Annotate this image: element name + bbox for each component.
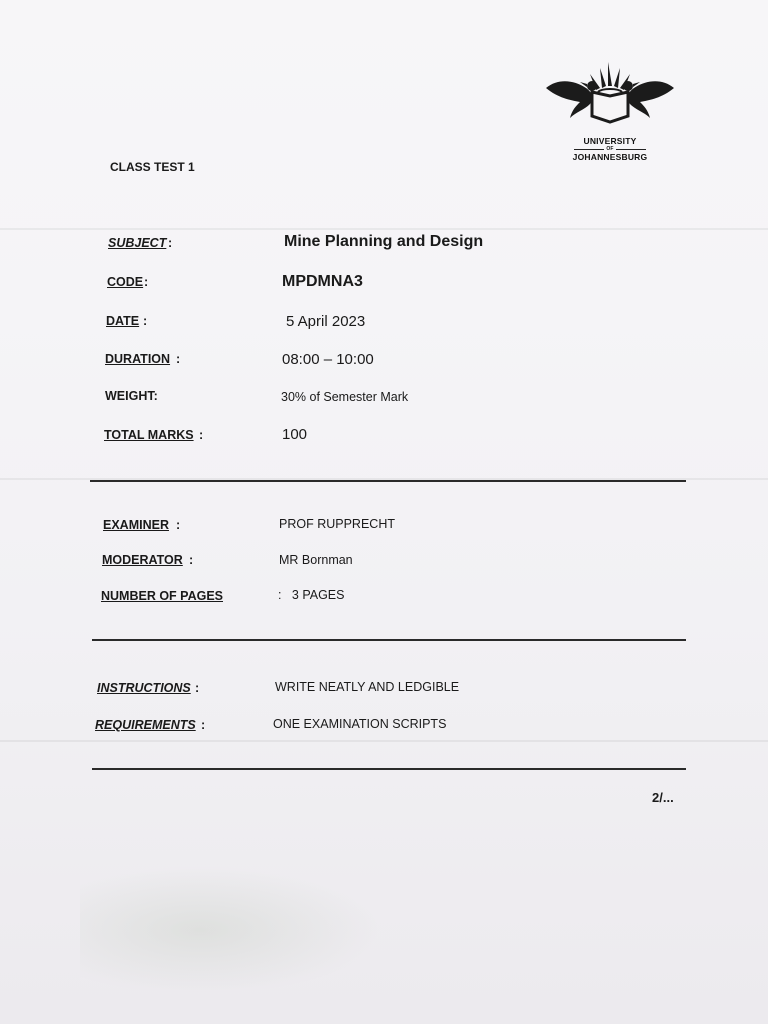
logo-johannesburg-text: JOHANNESBURG: [572, 152, 648, 162]
date-value: 5 April 2023: [286, 313, 366, 330]
university-logo: [540, 58, 680, 168]
weight-label: WEIGHT:: [105, 389, 158, 403]
moderator-label: MODERATOR: [102, 553, 183, 567]
logo-of-text: OF: [606, 146, 614, 152]
paper-fold: [0, 228, 768, 230]
code-label: CODE: [107, 275, 144, 289]
requirements-colon: :: [201, 718, 206, 732]
crest-icon: [540, 58, 680, 134]
instructions-label: INSTRUCTIONS: [97, 681, 191, 695]
section-divider: [92, 768, 686, 770]
total-marks-colon: :: [199, 428, 204, 442]
examiner-label: EXAMINER: [103, 518, 169, 532]
code-value: MPDMNA3: [282, 273, 363, 290]
date-colon: :: [143, 314, 148, 328]
class-test-title: CLASS TEST 1: [110, 160, 195, 174]
subject-value: Mine Planning and Design: [284, 233, 484, 250]
moderator-colon: :: [189, 553, 194, 567]
page-continuation: 2/...: [652, 790, 674, 805]
total-marks-value: 100: [282, 426, 308, 443]
duration-colon: :: [176, 352, 181, 366]
total-marks-label: TOTAL MARKS: [104, 428, 194, 442]
scan-smudge: [80, 865, 380, 995]
duration-value: 08:00 – 10:00: [282, 351, 374, 368]
paper-fold: [0, 740, 768, 742]
subject-colon: :: [168, 236, 173, 250]
instructions-colon: :: [195, 681, 200, 695]
requirements-label: REQUIREMENTS: [95, 718, 196, 732]
examiner-value: PROF RUPPRECHT: [279, 517, 395, 531]
weight-value: 30% of Semester Mark: [281, 390, 409, 404]
instructions-value: WRITE NEATLY AND LEDGIBLE: [275, 680, 460, 694]
date-label: DATE: [106, 314, 140, 328]
number-of-pages-value: : 3 PAGES: [278, 588, 345, 602]
code-colon: :: [144, 275, 149, 289]
logo-university-text: UNIVERSITY: [583, 136, 637, 146]
duration-label: DURATION: [105, 352, 171, 366]
section-divider: [90, 480, 686, 482]
moderator-value: MR Bornman: [279, 553, 353, 567]
number-of-pages-label: NUMBER OF PAGES: [101, 589, 223, 603]
subject-label: SUBJECT: [108, 236, 167, 250]
examiner-colon: :: [176, 518, 181, 532]
requirements-value: ONE EXAMINATION SCRIPTS: [273, 717, 447, 731]
section-divider: [92, 639, 686, 641]
logo-rule: [616, 149, 646, 150]
